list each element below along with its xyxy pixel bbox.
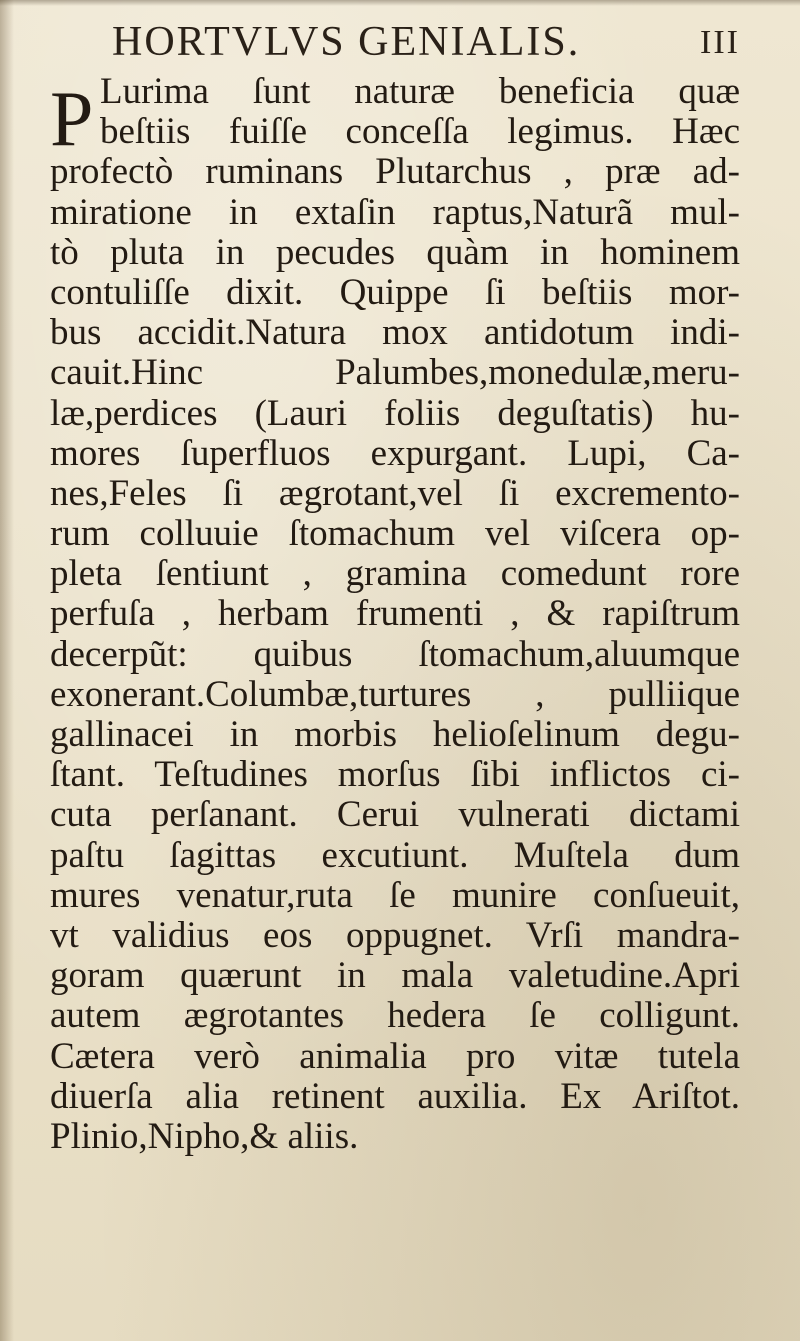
text-line-10: mores ſuperfluos expurgant. Lupi, Ca-	[50, 432, 740, 474]
text-line-1: Lurima ſunt naturæ beneficia quæ	[100, 71, 740, 112]
text-line-27: Plinio,Nipho,& aliis.	[50, 1115, 359, 1157]
page-gutter-shadow	[0, 0, 14, 1341]
text-line-19: cuta perſanant. Cerui vulnerati dictami	[50, 794, 740, 836]
text-line-21: mures venatur,ruta ſe munire conſueuit,	[50, 874, 740, 916]
text-line-4: miratione in extaſin raptus,Naturã mul-	[50, 191, 740, 233]
text-line-12: rum colluuie ſtomachum vel viſcera op-	[50, 513, 740, 555]
page-top-shadow	[0, 0, 800, 6]
text-line-7: bus accidit.Natura mox antidotum indi-	[50, 312, 740, 354]
text-line-2: beſtiis fuiſſe conceſſa legimus. Hæc	[100, 111, 740, 153]
text-line-16: exonerant.Columbæ,turtures , pulliique	[50, 673, 740, 715]
text-line-13: pleta ſentiunt , gramina comedunt rore	[50, 553, 740, 595]
text-line-26: diuerſa alia retinent auxilia. Ex Ariſtot.	[50, 1075, 740, 1117]
text-line-8: cauit.Hinc Palumbes,monedulæ,meru-	[50, 352, 740, 394]
initial-letter: P	[50, 75, 94, 162]
text-line-5: tò pluta in pecudes quàm in hominem	[50, 231, 740, 273]
text-line-20: paſtu ſagittas excutiunt. Muſtela dum	[50, 834, 740, 876]
text-line-15: decerpũt: quibus ſtomachum,aluumque	[50, 633, 740, 675]
body-text	[50, 72, 740, 1157]
text-line-17: gallinacei in morbis helioſelinum degu-	[50, 714, 740, 755]
running-head	[112, 14, 740, 70]
text-line-23: goram quærunt in mala valetudine.Apri	[50, 955, 740, 997]
text-line-6: contuliſſe dixit. Quippe ſi beſtiis mor-	[50, 271, 740, 313]
text-line-24: autem ægrotantes hedera ſe colligunt.	[50, 995, 740, 1037]
text-line-14: perfuſa , herbam frumenti , & rapiſtrum	[50, 593, 740, 635]
text-line-22: vt validius eos oppugnet. Vrſi mandra-	[50, 914, 740, 956]
text-line-9: læ,perdices (Lauri foliis deguſtatis) hu-	[50, 392, 740, 434]
text-line-25: Cætera verò animalia pro vitæ tutela	[50, 1035, 740, 1077]
text-line-11: nes,Feles ſi ægrotant,vel ſi excremento-	[50, 472, 740, 514]
running-title: HORTVLVS GENIALIS.	[112, 19, 581, 65]
text-line-18: ſtant. Teſtudines morſus ſibi inflictos ci-	[50, 754, 740, 796]
page-number: III	[700, 24, 740, 61]
text-line-3: profectò ruminans Plutarchus , præ ad-	[50, 151, 740, 193]
